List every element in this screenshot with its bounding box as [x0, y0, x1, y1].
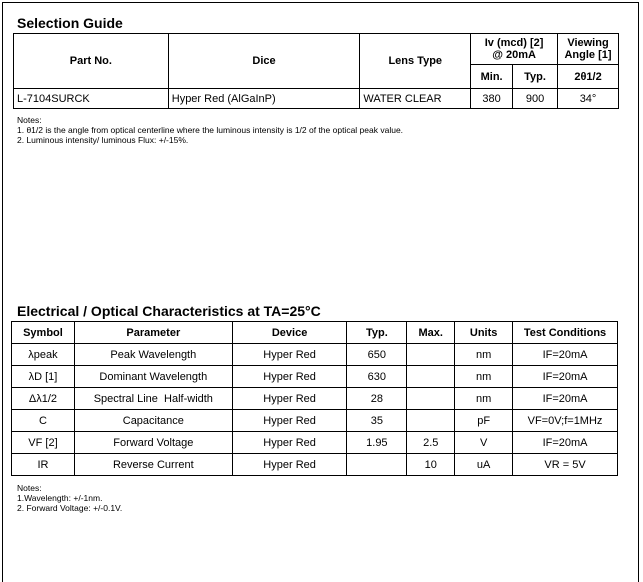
cell-device: Hyper Red — [232, 410, 347, 432]
cell-test: IF=20mA — [513, 344, 618, 366]
cell-max: 2.5 — [407, 432, 455, 454]
cell-max — [407, 344, 455, 366]
cell-symbol: IR — [12, 454, 75, 476]
cell-parameter: Dominant Wavelength — [74, 366, 232, 388]
table-row — [12, 344, 618, 366]
cell-max: 10 — [407, 454, 455, 476]
cell-test: VR = 5V — [513, 454, 618, 476]
cell-parameter: Spectral Line Half-width — [74, 388, 232, 410]
cell-device: Hyper Red — [232, 388, 347, 410]
header-parameter: Parameter — [74, 322, 232, 344]
table-row — [12, 432, 618, 454]
cell-units: nm — [455, 344, 513, 366]
cell-parameter: Capacitance — [74, 410, 232, 432]
cell-min: 380 — [471, 89, 513, 109]
cell-device: Hyper Red — [232, 344, 347, 366]
table-row — [12, 410, 618, 432]
cell-symbol: Δλ1/2 — [12, 388, 75, 410]
table-row — [12, 454, 618, 476]
cell-device: Hyper Red — [232, 432, 347, 454]
cell-test: IF=20mA — [513, 388, 618, 410]
note-item: 2. Forward Voltage: +/-0.1V. — [17, 503, 123, 513]
cell-parameter: Peak Wavelength — [74, 344, 232, 366]
header-max: Max. — [407, 322, 455, 344]
header-units: Units — [455, 322, 513, 344]
header-viewing-angle — [558, 34, 619, 65]
header-iv-line2: @ 20mA — [492, 49, 536, 61]
cell-units: nm — [455, 388, 513, 410]
electrical-table — [11, 321, 618, 476]
cell-parameter: Forward Voltage — [74, 432, 232, 454]
header-test-conditions: Test Conditions — [513, 322, 618, 344]
cell-max — [407, 366, 455, 388]
cell-test: VF=0V;f=1MHz — [513, 410, 618, 432]
cell-typ: 900 — [513, 89, 558, 109]
header-lens-type: Lens Type — [360, 34, 471, 89]
cell-units: uA — [455, 454, 513, 476]
cell-units: pF — [455, 410, 513, 432]
cell-test: IF=20mA — [513, 432, 618, 454]
cell-angle: 34° — [558, 89, 619, 109]
header-view-sub: 2θ1/2 — [558, 65, 619, 89]
cell-dice: Hyper Red (AlGaInP) — [168, 89, 360, 109]
table-row — [12, 388, 618, 410]
header-typ: Typ. — [513, 65, 558, 89]
header-part-no: Part No. — [14, 34, 169, 89]
selection-guide-table — [13, 33, 619, 109]
cell-units: nm — [455, 366, 513, 388]
notes-label: Notes: — [17, 483, 42, 493]
cell-part-no: L-7104SURCK — [14, 89, 169, 109]
cell-test: IF=20mA — [513, 366, 618, 388]
cell-max — [407, 410, 455, 432]
header-device: Device — [232, 322, 347, 344]
cell-parameter: Reverse Current — [74, 454, 232, 476]
cell-symbol: λD [1] — [12, 366, 75, 388]
note-item: 1.Wavelength: +/-1nm. — [17, 493, 103, 503]
header-view-line2: Angle [1] — [564, 49, 612, 61]
notes-label: Notes: — [17, 115, 42, 125]
header-symbol: Symbol — [12, 322, 75, 344]
note-item: 1. θ1/2 is the angle from optical centerline where the luminous intensity is 1/2 of the optical peak value. — [17, 125, 404, 135]
header-dice: Dice — [168, 34, 360, 89]
header-iv-line1: Iv (mcd) [2] — [484, 37, 544, 49]
cell-lens-type: WATER CLEAR — [360, 89, 471, 109]
cell-device: Hyper Red — [232, 366, 347, 388]
cell-device: Hyper Red — [232, 454, 347, 476]
note-item: 2. Luminous intensity/ luminous Flux: +/-15%. — [17, 135, 189, 145]
cell-max — [407, 388, 455, 410]
cell-typ: 650 — [347, 344, 407, 366]
cell-symbol: C — [12, 410, 75, 432]
header-typ: Typ. — [347, 322, 407, 344]
header-view-line1: Viewing — [567, 37, 609, 49]
cell-typ: 1.95 — [347, 432, 407, 454]
table-row — [12, 366, 618, 388]
selection-notes — [17, 115, 403, 145]
cell-symbol: λpeak — [12, 344, 75, 366]
header-min: Min. — [471, 65, 513, 89]
header-iv — [471, 34, 558, 65]
cell-symbol: VF [2] — [12, 432, 75, 454]
selection-guide-title: Selection Guide — [17, 15, 123, 31]
cell-typ: 28 — [347, 388, 407, 410]
cell-typ — [347, 454, 407, 476]
electrical-title: Electrical / Optical Characteristics at TA=25°C — [17, 303, 321, 319]
cell-units: V — [455, 432, 513, 454]
cell-typ: 630 — [347, 366, 407, 388]
cell-typ: 35 — [347, 410, 407, 432]
electrical-notes — [17, 483, 122, 513]
